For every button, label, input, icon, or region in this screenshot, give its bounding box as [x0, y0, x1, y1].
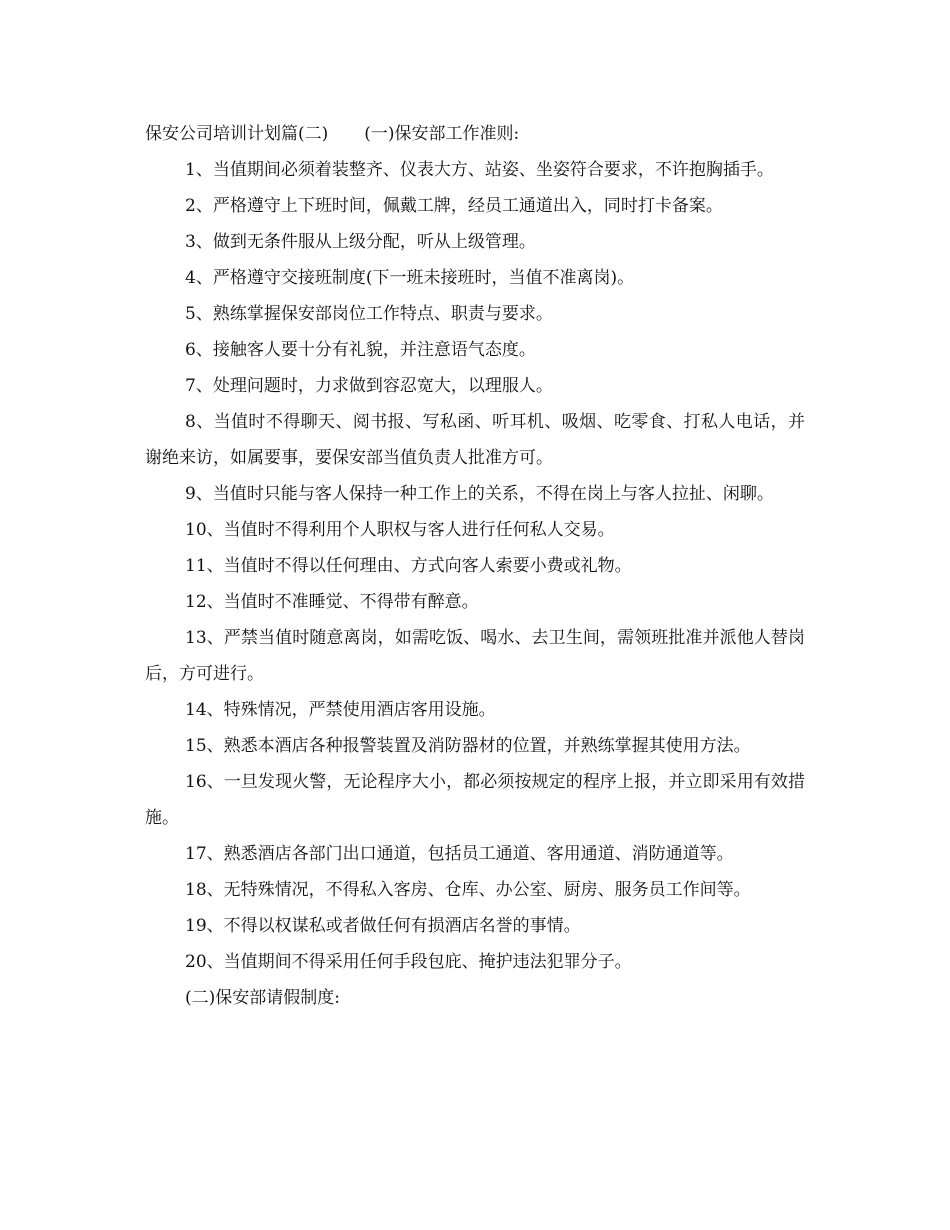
- rule-item: 8、当值时不得聊天、阅书报、写私函、听耳机、吸烟、吃零食、打私人电话，并谢绝来访，如属要事，要保安部当值负责人批准方可。: [145, 412, 805, 468]
- rule-item: 14、特殊情况，严禁使用酒店客用设施。: [185, 700, 496, 720]
- rule-item: 1、当值期间必须着装整齐、仪表大方、站姿、坐姿符合要求，不许抱胸插手。: [185, 160, 774, 180]
- rule-item: 12、当值时不准睡觉、不得带有醉意。: [185, 592, 479, 612]
- rule-item: 18、无特殊情况，不得私入客房、仓库、办公室、厨房、服务员工作间等。: [185, 880, 751, 900]
- rule-item: 9、当值时只能与客人保持一种工作上的关系，不得在岗上与客人拉扯、闲聊。: [185, 484, 774, 504]
- section-title-2: (二)保安部请假制度:: [185, 988, 340, 1008]
- rule-item: 4、严格遵守交接班制度(下一班未接班时，当值不准离岗)。: [185, 268, 635, 288]
- rule-item: 17、熟悉酒店各部门出口通道，包括员工通道、客用通道、消防通道等。: [185, 844, 734, 864]
- rule-item: 13、严禁当值时随意离岗，如需吃饭、喝水、去卫生间，需领班批准并派他人替岗后，方可进行。: [145, 628, 805, 684]
- rule-item: 7、处理问题时，力求做到容忍宽大，以理服人。: [185, 376, 553, 396]
- rule-item: 5、熟练掌握保安部岗位工作特点、职责与要求。: [185, 304, 553, 324]
- document-page: [145, 116, 805, 1016]
- rule-item: 2、严格遵守上下班时间，佩戴工牌，经员工通道出入，同时打卡备案。: [185, 196, 723, 216]
- section-title-1: (一)保安部工作准则:: [364, 124, 520, 144]
- rule-item: 15、熟悉本酒店各种报警装置及消防器材的位置，并熟练掌握其使用方法。: [185, 736, 751, 756]
- rule-item: 16、一旦发现火警，无论程序大小，都必须按规定的程序上报，并立即采用有效措施。: [145, 772, 805, 828]
- rule-item: 11、当值时不得以任何理由、方式向客人索要小费或礼物。: [185, 556, 632, 576]
- document-heading: [145, 116, 805, 152]
- document-title: 保安公司培训计划篇(二): [145, 124, 329, 144]
- rule-item: 20、当值期间不得采用任何手段包庇、掩护违法犯罪分子。: [185, 952, 632, 972]
- rule-item: 3、做到无条件服从上级分配，听从上级管理。: [185, 232, 536, 252]
- rule-item: 6、接触客人要十分有礼貌，并注意语气态度。: [185, 340, 536, 360]
- rule-item: 10、当值时不得利用个人职权与客人进行任何私人交易。: [185, 520, 615, 540]
- rule-item: 19、不得以权谋私或者做任何有损酒店名誉的事情。: [185, 916, 581, 936]
